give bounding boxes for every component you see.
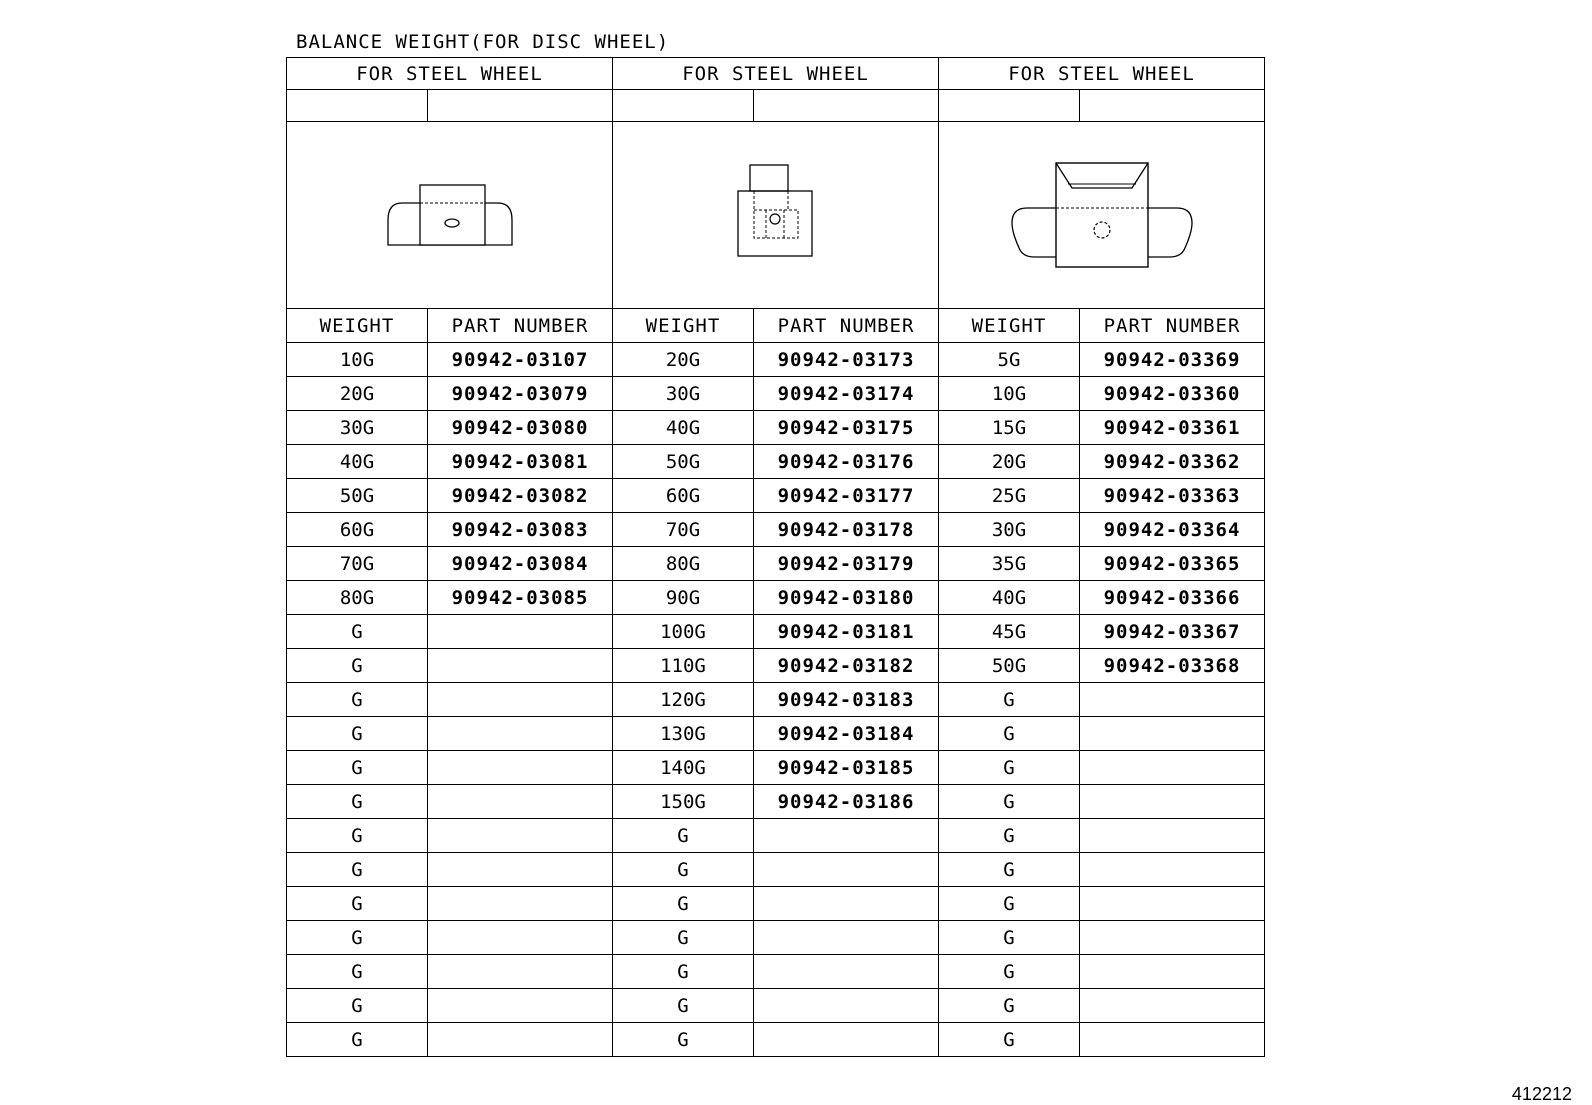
part-number-cell: 90942-03364: [1080, 513, 1265, 547]
part-number-cell: 90942-03369: [1080, 343, 1265, 377]
weight-cell: 10G: [939, 377, 1080, 411]
weight-cell: 45G: [939, 615, 1080, 649]
part-number-cell: 90942-03360: [1080, 377, 1265, 411]
weight-cell: G: [287, 717, 428, 751]
weight-cell: G: [287, 853, 428, 887]
part-number-cell: [1080, 989, 1265, 1023]
part-number-cell: [754, 955, 939, 989]
weight-cell: G: [939, 717, 1080, 751]
part-number-cell: 90942-03178: [754, 513, 939, 547]
part-number-cell: [1080, 717, 1265, 751]
part-number-cell: 90942-03181: [754, 615, 939, 649]
part-number-header: PART NUMBER: [428, 309, 613, 343]
part-number-cell: [1080, 921, 1265, 955]
table-row: [287, 343, 1265, 377]
weight-cell: 20G: [939, 445, 1080, 479]
part-number-cell: 90942-03182: [754, 649, 939, 683]
weight-cell: 30G: [287, 411, 428, 445]
part-number-cell: 90942-03361: [1080, 411, 1265, 445]
weight-cell: 60G: [287, 513, 428, 547]
table-row: [287, 615, 1265, 649]
part-number-cell: [428, 921, 613, 955]
weight-cell: G: [939, 921, 1080, 955]
blank-cell: [1080, 90, 1265, 122]
weight-cell: 80G: [287, 581, 428, 615]
weight-cell: G: [287, 751, 428, 785]
weight-cell: G: [613, 955, 754, 989]
table-row: [287, 1023, 1265, 1057]
part-number-cell: [1080, 683, 1265, 717]
weight-cell: 130G: [613, 717, 754, 751]
part-number-cell: [428, 819, 613, 853]
weight-cell: G: [613, 887, 754, 921]
table-row: [287, 479, 1265, 513]
weight-cell: G: [287, 955, 428, 989]
weight-header: WEIGHT: [287, 309, 428, 343]
part-number-cell: 90942-03107: [428, 343, 613, 377]
table-row: [287, 445, 1265, 479]
part-number-cell: [754, 819, 939, 853]
table-row: [287, 581, 1265, 615]
part-number-cell: [1080, 819, 1265, 853]
weight-cell: 10G: [287, 343, 428, 377]
part-number-cell: [1080, 751, 1265, 785]
weight-cell: G: [287, 785, 428, 819]
weight-cell: 60G: [613, 479, 754, 513]
table-row: [287, 887, 1265, 921]
part-number-cell: 90942-03363: [1080, 479, 1265, 513]
part-number-cell: [428, 1023, 613, 1057]
table-row: [287, 683, 1265, 717]
group-header-1: FOR STEEL WHEEL: [287, 58, 613, 90]
group-header-2: FOR STEEL WHEEL: [613, 58, 939, 90]
weight-cell: G: [287, 649, 428, 683]
group-header-3: FOR STEEL WHEEL: [939, 58, 1265, 90]
part-number-cell: [428, 853, 613, 887]
weight-cell: G: [287, 921, 428, 955]
blank-cell: [939, 90, 1080, 122]
part-number-cell: 90942-03081: [428, 445, 613, 479]
table-row: [287, 411, 1265, 445]
table-row: [287, 649, 1265, 683]
weight-cell: G: [939, 1023, 1080, 1057]
weight-cell: G: [939, 955, 1080, 989]
blank-cell: [613, 90, 754, 122]
part-number-cell: [428, 717, 613, 751]
part-number-cell: 90942-03180: [754, 581, 939, 615]
part-number-header: PART NUMBER: [754, 309, 939, 343]
weight-cell: G: [939, 887, 1080, 921]
weight-cell: 140G: [613, 751, 754, 785]
table-row: [287, 819, 1265, 853]
part-number-cell: 90942-03174: [754, 377, 939, 411]
weight-cell: 35G: [939, 547, 1080, 581]
table-row: [287, 955, 1265, 989]
part-number-cell: [1080, 785, 1265, 819]
blank-cell: [754, 90, 939, 122]
part-number-cell: [428, 887, 613, 921]
part-number-cell: 90942-03367: [1080, 615, 1265, 649]
part-number-cell: 90942-03179: [754, 547, 939, 581]
weight-cell: 50G: [613, 445, 754, 479]
part-number-cell: 90942-03185: [754, 751, 939, 785]
table-row: [287, 921, 1265, 955]
part-number-cell: 90942-03082: [428, 479, 613, 513]
part-number-cell: [1080, 887, 1265, 921]
weight-illustration-1: [287, 122, 613, 309]
illustration-row: [287, 122, 1265, 309]
part-number-cell: [428, 785, 613, 819]
weight-cell: G: [939, 785, 1080, 819]
table-row: [287, 785, 1265, 819]
part-number-cell: 90942-03184: [754, 717, 939, 751]
clip-on-weight-icon: [380, 175, 520, 255]
blank-cell: [428, 90, 613, 122]
weight-cell: G: [939, 683, 1080, 717]
part-number-cell: [428, 683, 613, 717]
weight-cell: G: [613, 989, 754, 1023]
weight-header: WEIGHT: [613, 309, 754, 343]
part-number-cell: [428, 955, 613, 989]
part-number-cell: 90942-03080: [428, 411, 613, 445]
weight-cell: 80G: [613, 547, 754, 581]
block-weight-icon: [726, 160, 826, 270]
weight-cell: G: [613, 1023, 754, 1057]
weight-cell: 50G: [939, 649, 1080, 683]
part-number-cell: [1080, 955, 1265, 989]
part-number-cell: 90942-03365: [1080, 547, 1265, 581]
diagram-code: 412212: [1511, 1084, 1572, 1104]
part-number-cell: 90942-03362: [1080, 445, 1265, 479]
weight-cell: 30G: [939, 513, 1080, 547]
part-number-cell: 90942-03083: [428, 513, 613, 547]
weight-cell: G: [939, 751, 1080, 785]
table-row: [287, 717, 1265, 751]
weight-cell: G: [613, 853, 754, 887]
part-number-cell: 90942-03366: [1080, 581, 1265, 615]
part-number-cell: [428, 615, 613, 649]
weight-cell: 50G: [287, 479, 428, 513]
part-number-cell: [428, 989, 613, 1023]
part-number-cell: [754, 887, 939, 921]
table-row: [287, 751, 1265, 785]
part-number-cell: 90942-03175: [754, 411, 939, 445]
table-row: [287, 377, 1265, 411]
weight-cell: 30G: [613, 377, 754, 411]
part-number-cell: [754, 1023, 939, 1057]
weight-cell: G: [939, 819, 1080, 853]
weight-cell: 20G: [287, 377, 428, 411]
weight-cell: 5G: [939, 343, 1080, 377]
weight-cell: 70G: [613, 513, 754, 547]
weight-cell: 20G: [613, 343, 754, 377]
weight-cell: G: [939, 989, 1080, 1023]
part-number-cell: 90942-03368: [1080, 649, 1265, 683]
part-number-cell: 90942-03186: [754, 785, 939, 819]
balance-weight-table: [286, 57, 1265, 1057]
part-number-cell: [428, 751, 613, 785]
part-number-cell: 90942-03084: [428, 547, 613, 581]
part-number-cell: [754, 853, 939, 887]
part-number-cell: 90942-03079: [428, 377, 613, 411]
weight-cell: G: [613, 921, 754, 955]
weight-cell: G: [287, 1023, 428, 1057]
weight-illustration-2: [613, 122, 939, 309]
part-number-cell: 90942-03183: [754, 683, 939, 717]
weight-cell: 110G: [613, 649, 754, 683]
weight-cell: 40G: [287, 445, 428, 479]
weight-header: WEIGHT: [939, 309, 1080, 343]
weight-cell: G: [287, 887, 428, 921]
weight-cell: 90G: [613, 581, 754, 615]
weight-cell: G: [613, 819, 754, 853]
page-title: BALANCE WEIGHT(FOR DISC WHEEL): [296, 31, 670, 53]
weight-cell: G: [287, 989, 428, 1023]
part-number-header: PART NUMBER: [1080, 309, 1265, 343]
column-header-row: [287, 309, 1265, 343]
part-number-cell: 90942-03177: [754, 479, 939, 513]
table-row: [287, 547, 1265, 581]
table-row: [287, 853, 1265, 887]
part-number-cell: [754, 989, 939, 1023]
weight-cell: 150G: [613, 785, 754, 819]
wide-clip-weight-icon: [1002, 158, 1202, 273]
part-number-cell: [754, 921, 939, 955]
weight-cell: 15G: [939, 411, 1080, 445]
table-row: [287, 989, 1265, 1023]
weight-cell: G: [287, 615, 428, 649]
table-row: [287, 513, 1265, 547]
part-number-cell: 90942-03085: [428, 581, 613, 615]
weight-cell: 100G: [613, 615, 754, 649]
group-header-row: [287, 58, 1265, 90]
weight-cell: 70G: [287, 547, 428, 581]
weight-cell: G: [287, 819, 428, 853]
weight-cell: G: [287, 683, 428, 717]
part-number-cell: [428, 649, 613, 683]
weight-cell: 25G: [939, 479, 1080, 513]
weight-cell: 40G: [939, 581, 1080, 615]
blank-row: [287, 90, 1265, 122]
part-number-cell: 90942-03176: [754, 445, 939, 479]
weight-cell: 40G: [613, 411, 754, 445]
part-number-cell: [1080, 853, 1265, 887]
weight-cell: G: [939, 853, 1080, 887]
part-number-cell: [1080, 1023, 1265, 1057]
part-number-cell: 90942-03173: [754, 343, 939, 377]
weight-cell: 120G: [613, 683, 754, 717]
weight-illustration-3: [939, 122, 1265, 309]
blank-cell: [287, 90, 428, 122]
